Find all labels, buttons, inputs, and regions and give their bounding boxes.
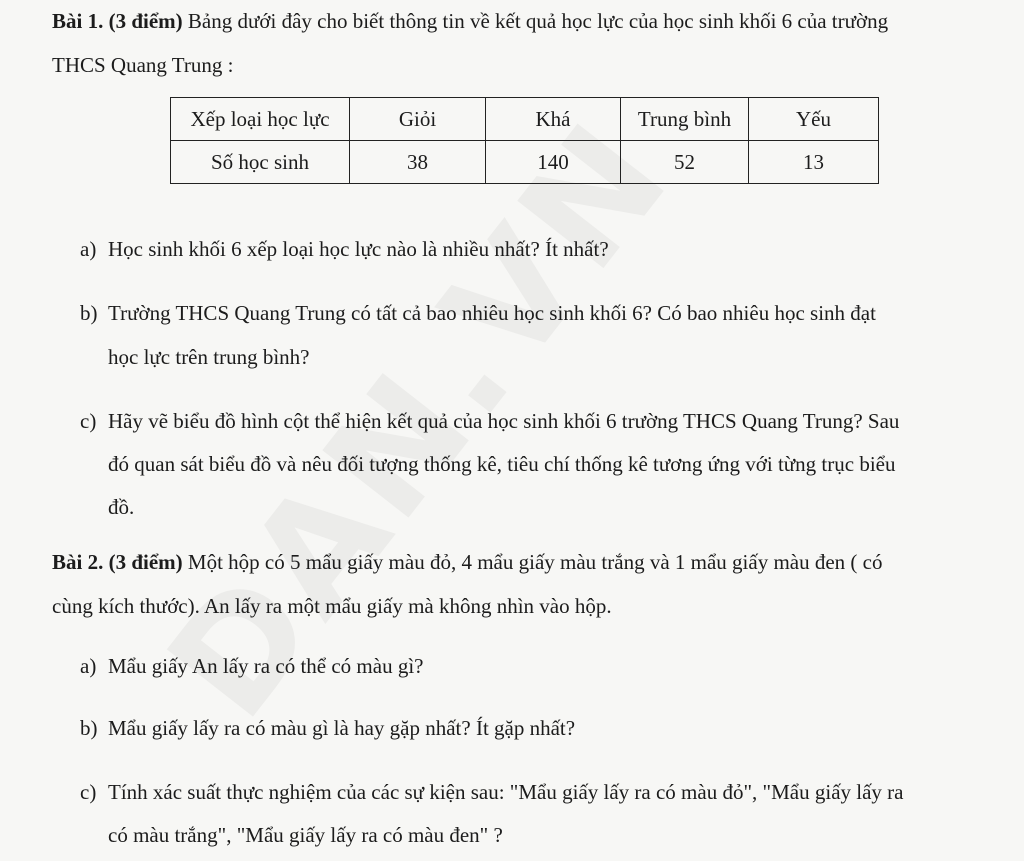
table-cell: Số học sinh (171, 141, 350, 184)
question-label: a) (80, 237, 97, 261)
question-text: Tính xác suất thực nghiệm của các sự kiện sau: "Mẩu giấy lấy ra có màu đỏ", "Mẩu giấy lấy ra (108, 780, 904, 804)
table-cell: 13 (749, 141, 879, 184)
question-label: c) (80, 780, 97, 804)
bai2-question-c (80, 780, 903, 805)
table-header-cell: Yếu (749, 98, 879, 141)
bai2-title: Bài 2. (52, 550, 104, 574)
bai1-points: (3 điểm) (108, 9, 183, 33)
table-cell: 38 (350, 141, 486, 184)
question-label: c) (80, 409, 97, 433)
table-cell: 52 (621, 141, 749, 184)
table-header-cell: Trung bình (621, 98, 749, 141)
bai1-question-c (80, 409, 899, 434)
question-text: Mẩu giấy An lấy ra có thể có màu gì? (108, 654, 424, 678)
bai1-question-b-line2: học lực trên trung bình? (108, 345, 310, 369)
results-table (170, 97, 879, 184)
table-header-cell: Giỏi (350, 98, 486, 141)
question-label: b) (80, 301, 98, 325)
bai2-intro-text: Một hộp có 5 mẩu giấy màu đỏ, 4 mẩu giấy màu trắng và 1 mẩu giấy màu đen ( có (187, 550, 883, 574)
bai1-question-c-line3: đồ. (108, 495, 135, 519)
bai1-intro-line1 (52, 9, 888, 34)
table-row (171, 141, 879, 184)
question-text: Học sinh khối 6 xếp loại học lực nào là nhiều nhất? Ít nhất? (108, 237, 609, 261)
bai1-intro-text: Bảng dưới đây cho biết thông tin về kết quả học lực của học sinh khối 6 của trường (187, 9, 889, 33)
bai1-intro-line2: THCS Quang Trung : (52, 53, 234, 77)
bai2-points: (3 điểm) (108, 550, 183, 574)
table-header-cell: Khá (486, 98, 621, 141)
table-header-row (171, 98, 879, 141)
bai1-question-c-line2: đó quan sát biểu đồ và nêu đối tượng thống kê, tiêu chí thống kê tương ứng với từng trục biểu (108, 452, 896, 476)
question-label: a) (80, 654, 97, 678)
bai2-question-a (80, 654, 423, 679)
bai1-question-b (80, 301, 876, 326)
bai2-intro-line2: cùng kích thước). An lấy ra một mẩu giấy mà không nhìn vào hộp. (52, 594, 612, 618)
question-text: Trường THCS Quang Trung có tất cả bao nhiêu học sinh khối 6? Có bao nhiêu học sinh đạt (108, 301, 876, 325)
bai2-question-c-line2: có màu trắng", "Mẩu giấy lấy ra có màu đen" ? (108, 823, 503, 847)
question-text: Mẩu giấy lấy ra có màu gì là hay gặp nhất? Ít gặp nhất? (108, 716, 576, 740)
bai1-question-a (80, 237, 609, 262)
bai1-title: Bài 1. (52, 9, 104, 33)
bai2-question-b (80, 716, 575, 741)
table-cell: 140 (486, 141, 621, 184)
table-header-cell: Xếp loại học lực (171, 98, 350, 141)
question-text: Hãy vẽ biểu đồ hình cột thể hiện kết quả của học sinh khối 6 trường THCS Quang Trung? Sau (108, 409, 900, 433)
question-label: b) (80, 716, 98, 740)
bai2-intro-line1 (52, 550, 883, 575)
